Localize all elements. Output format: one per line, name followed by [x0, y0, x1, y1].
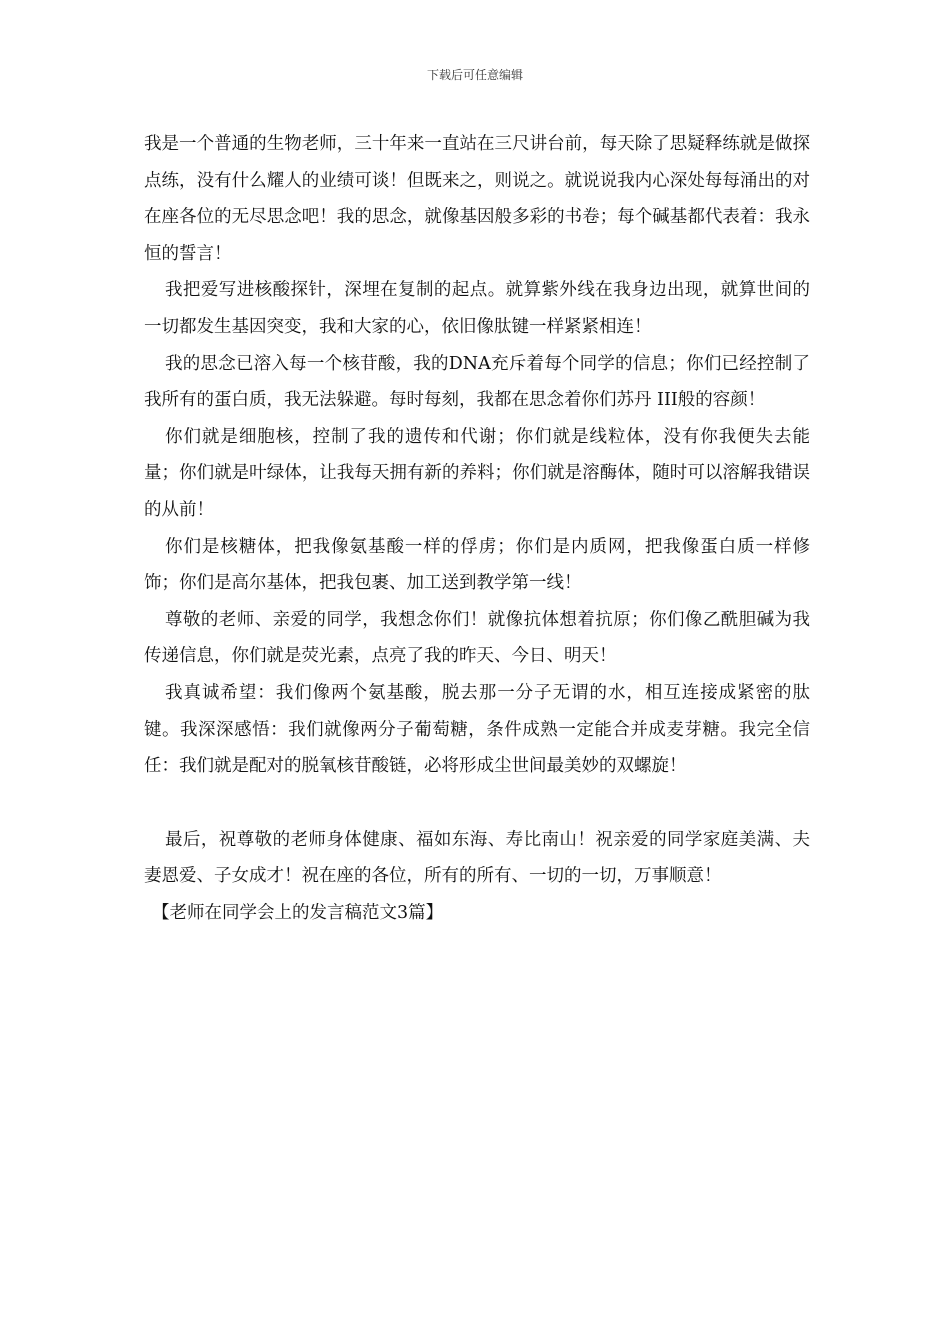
document-body [144, 126, 810, 931]
footer-title: 【老师在同学会上的发言稿范文3篇】 [152, 902, 444, 923]
paragraph-organelles: 你们就是细胞核，控制了我的遗传和代谢；你们就是线粒体，没有你我便失去能量；你们就是叶绿体，让我每天拥有新的养料；你们就是溶酶体，随时可以溶解我错误的从前！ [144, 426, 810, 520]
paragraph-hope: 我真诚希望：我们像两个氨基酸，脱去那一分子无谓的水，相互连接成紧密的肽键。我深深感悟：我们就像两分子葡萄糖，条件成熟一定能合并成麦芽糖。我完全信任：我们就是配对的脱氧核苷酸链，必将形成尘世间最美妙的双螺旋！ [144, 682, 810, 777]
paragraph-spacer [144, 785, 810, 822]
paragraph-ribosome: 你们是核糖体，把我像氨基酸一样的俘虏；你们是内质网，把我像蛋白质一样修饰；你们是高尔基体，把我包裹、加工送到教学第一线！ [144, 536, 810, 594]
paragraph-intro: 我是一个普通的生物老师，三十年来一直站在三尺讲台前，每天除了思疑释练就是做探点练，没有什么耀人的业绩可谈！但既来之，则说之。就说说我内心深处每每涌出的对在座各位的无尽思念吧！我的思念，就像基因般多彩的书卷；每个碱基都代表着：我永恒的誓言！ [144, 134, 810, 264]
paragraph-antibody: 尊敬的老师、亲爱的同学，我想念你们！就像抗体想着抗原；你们像乙酰胆碱为我传递信息，你们就是荧光素，点亮了我的昨天、今日、明天！ [144, 609, 810, 667]
paragraph-probe: 我把爱写进核酸探针，深埋在复制的起点。就算紫外线在我身边出现，就算世间的一切都发生基因突变，我和大家的心，依旧像肽键一样紧紧相连！ [144, 280, 810, 337]
paragraph-closing: 最后，祝尊敬的老师身体健康、福如东海、寿比南山！祝亲爱的同学家庭美满、夫妻恩爱、子女成才！祝在座的各位，所有的所有、一切的一切，万事顺意！ [144, 829, 810, 887]
page-header: 下载后可任意编辑 [426, 68, 523, 82]
paragraph-nucleotide: 我的思念已溶入每一个核苷酸，我的DNA充斥着每个同学的信息；你们已经控制了我所有的蛋白质，我无法躲避。每时每刻，我都在思念着你们苏丹 III般的容颜！ [144, 353, 810, 411]
